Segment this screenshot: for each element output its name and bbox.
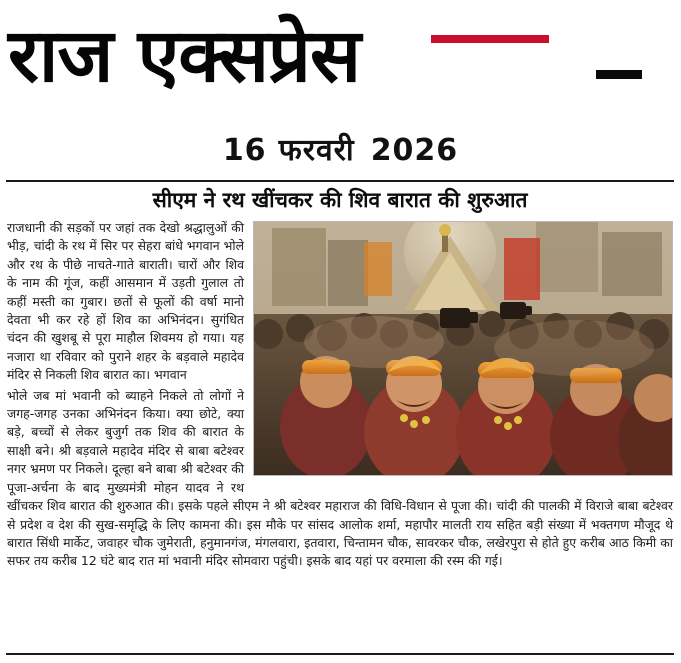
dateline-day: 16 [222,133,267,168]
dateline-year: 2026 [370,133,459,168]
article-paragraph-1: राजधानी की सड़कों पर जहां तक देखो श्रद्धालुओं की भीड़, चांदी के रथ में सिर पर सेहरा बांधे भगवान भोले और रथ के पीछे नाचते-गाते बाराती। चारों और शिव के नाम की गूंज, कहीं आसमान में उड़ती गुलाल तो कहीं मस्ती का गुबार। छतों से फूलों की वर्षा मानो देवता भी कर रहे हों शिव का अभिनंदन। सुगंधित चंदन की खुशबू से पूरा माहौल शिवमय हो गया। यह नजारा था रविवार को पुराने शहर के बड़वाले महादेव मंदिर से निकली शिव बारात का। भगवान [7,220,244,383]
masthead [0,8,681,118]
article-body [7,219,673,647]
dateline [0,128,681,169]
masthead-dash [596,70,642,79]
divider-bottom [6,653,674,655]
divider-top [6,180,674,182]
shiv-barat-procession-photo [254,222,672,475]
article-paragraph-2: भोले जब मां भवानी को ब्याहने निकले तो लोगों ने जगह-जगह उनका अभिनंदन किया। क्या छोटे, क्या बड़े, बच्चों से लेकर बुजुर्ग तक शिव की बारात के साक्षी बने। श्री बड़वाले महादेव मंदिर से बाबा बटेश्वर नगर भ्रमण पर निकले। दूल्हा बने बाबा श्री बटेश्वर की पूजा-अर्चना के बाद मुख्यमंत्री मोहन यादव ने रथ खींचकर शिव बारात की शुरुआत की। इसके पहले सीएम ने श्री बटेश्वर महाराज की विधि-विधान से पूजा की। चांदी की पालकी में विराजे बाबा बटेश्वर से प्रदेश व देश की सुख-समृद्धि के लिए कामना की। इस मौके पर सांसद आलोक शर्मा, महापौर मालती राय सहित बड़ी संख्या में भक्तगण मौजूद थे बारात सिंधी मार्केट, जवाहर चौक जुमेराती, हनुमानगंज, मंगलवारा, इतवारा, चिन्तामन चौक, सावरकर चौक, लखेरपुरा से होते हुए करीब आठ किमी का सफर तय करीब 12 घंटे बाद रात मां भवानी मंदिर सोमवारा पहुंची। इसके बाद यहां पर वरमाला की रस्म की गई। [7,387,673,569]
dateline-month: फरवरी [278,133,355,168]
article-photo [253,221,673,476]
masthead-accent-bar [431,35,549,43]
article-headline: सीएम ने रथ खींचकर की शिव बारात की शुरुआत [152,188,528,212]
newspaper-title: राज एक्सप्रेस [8,13,360,99]
